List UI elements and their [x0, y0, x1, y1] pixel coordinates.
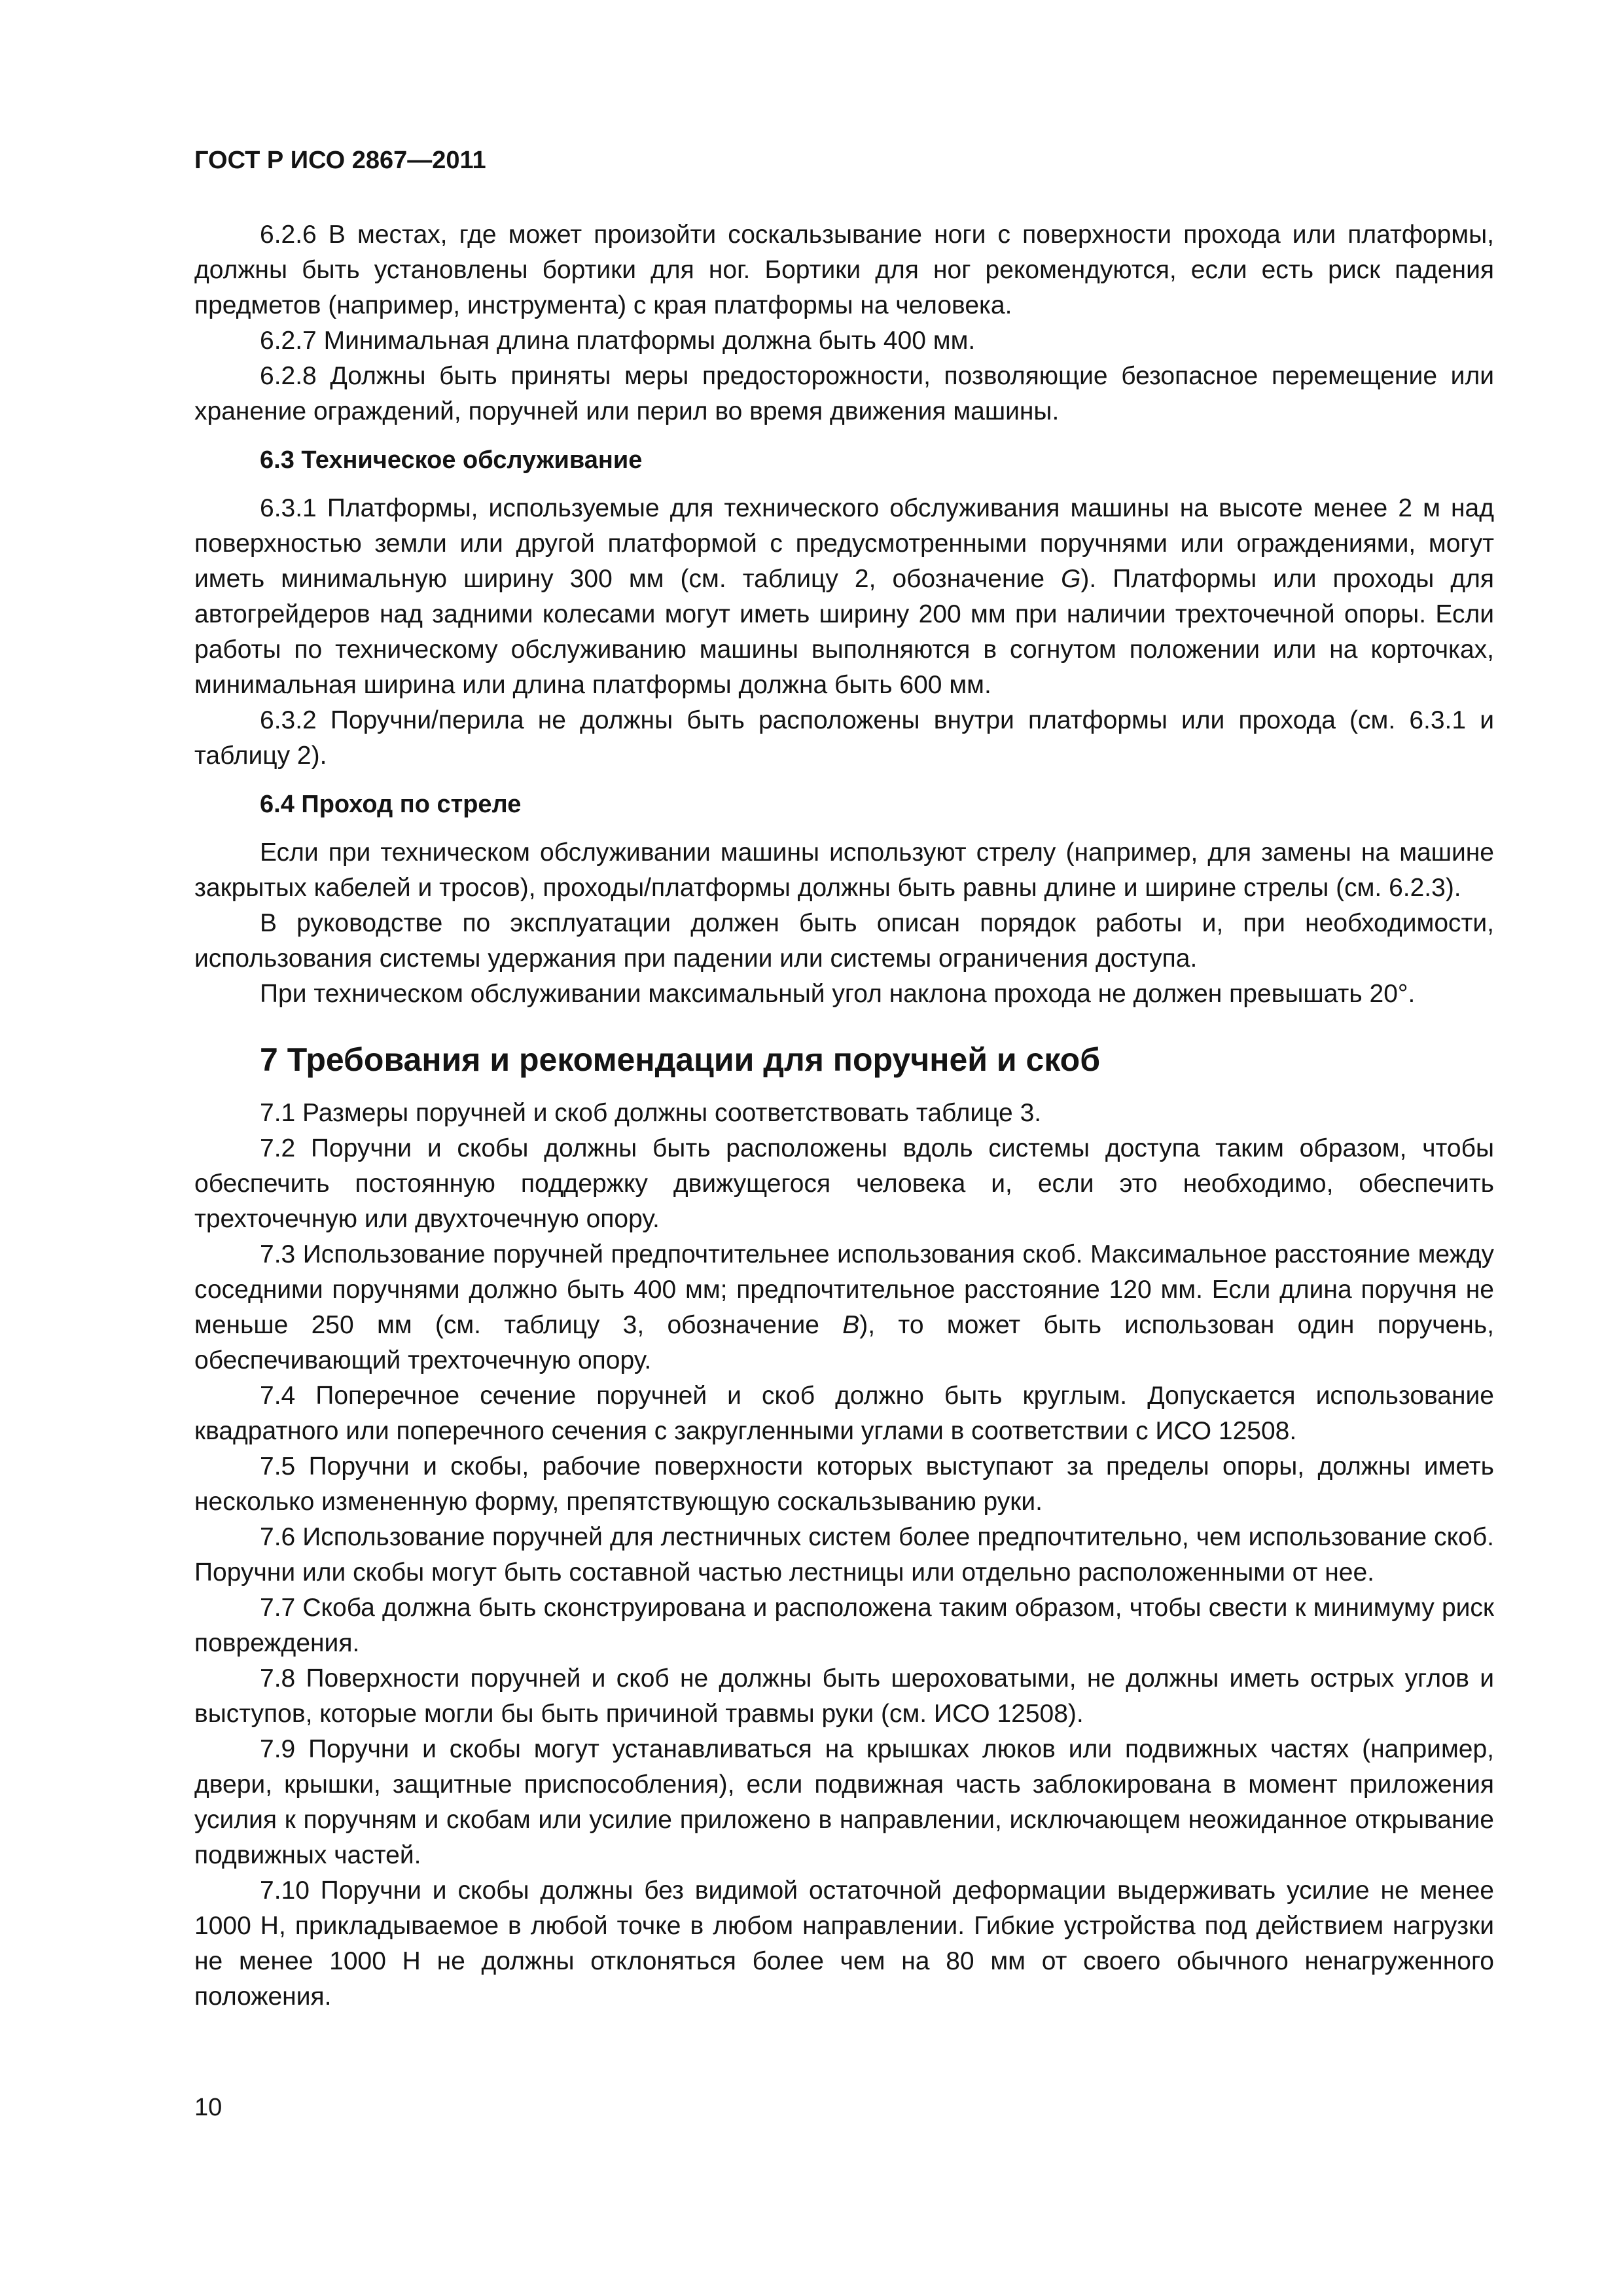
paragraph-6-4-angle: При техническом обслуживании максимальный угол наклона прохода не должен превышать 20°.	[260, 980, 1416, 1008]
section-heading-6-3: 6.3 Техническое обслуживание	[260, 446, 643, 474]
page-number: 10	[194, 2094, 223, 2121]
clause-7-2: 7.2 Поручни и скобы должны быть расположены вдоль системы доступа таким образом, чтобы обеспечить постоянную поддержку движущегося человека и, если это необходимо, обеспечить трехточечную или двухточечную опору.	[194, 1134, 1494, 1233]
section-heading-6-4: 6.4 Проход по стреле	[260, 791, 522, 818]
clause-7-10: 7.10 Поручни и скобы должны без видимой остаточной деформации выдерживать усилие не менее 1000 Н, прикладываемое в любой точке в любом направлении. Гибкие устройства под действием нагрузки не менее 1000 Н не должны отклоняться более чем на 80 мм от своего обычного ненагруженного положения.	[194, 1876, 1494, 2011]
clause-7-1: 7.1 Размеры поручней и скоб должны соответствовать таблице 3.	[260, 1099, 1042, 1127]
clause-7-3	[194, 1237, 1494, 1378]
clause-6-3-1	[194, 491, 1494, 703]
clause-6-3-1-text-a: 6.3.1 Платформы, используемые для технического обслуживания машины на высоте менее 2 м над поверхностью земли или другой платформой с предусмотренными поручнями или ограждениями, могут иметь минимальную ширину 300 мм (см. таблицу 2, обозначение	[194, 494, 1494, 593]
clause-6-3-2: 6.3.2 Поручни/перила не должны быть расположены внутри платформы или прохода (см. 6.3.1 и таблицу 2).	[194, 706, 1494, 770]
clause-6-3-1-text-b: ). Платформы или проходы для автогрейдеров над задними колесами могут иметь ширину 200 мм при наличии трехточечной опоры. Если работы по техническому обслуживанию машины выполняются в согнутом положении или на корточках, минимальная ширина или длина платформы должна быть 600 мм.	[194, 565, 1494, 699]
document-header: ГОСТ Р ИСО 2867—2011	[194, 147, 486, 174]
section-heading-7: 7 Требования и рекомендации для поручней и скоб	[260, 1041, 1101, 1078]
designation-symbol: G	[1061, 565, 1081, 593]
clause-7-9: 7.9 Поручни и скобы могут устанавливаться на крышках люков или подвижных частях (например, двери, крышки, защитные приспособления), если подвижная часть заблокирована в момент приложения усилия к поручням и скобам или усилие приложено в направлении, исключающем неожиданное открывание подвижных частей.	[194, 1735, 1494, 1869]
clause-7-4: 7.4 Поперечное сечение поручней и скоб должно быть круглым. Допускается использование квадратного или поперечного сечения с закругленными углами в соответствии с ИСО 12508.	[194, 1382, 1494, 1445]
document-page	[194, 144, 1494, 2015]
clause-6-2-6: 6.2.6 В местах, где может произойти соскальзывание ноги с поверхности прохода или платформы, должны быть установлены бортики для ног. Бортики для ног рекомендуются, если есть риск падения предметов (например, инструмента) с края платформы на человека.	[194, 221, 1494, 319]
clause-7-5: 7.5 Поручни и скобы, рабочие поверхности которых выступают за пределы опоры, должны иметь несколько измененную форму, препятствующую соскальзыванию руки.	[194, 1452, 1494, 1516]
clause-6-2-8: 6.2.8 Должны быть приняты меры предосторожности, позволяющие безопасное перемещение или хранение ограждений, поручней или перил во время движения машины.	[194, 362, 1494, 425]
clause-7-8: 7.8 Поверхности поручней и скоб не должны быть шероховатыми, не должны иметь острых углов и выступов, которые могли бы быть причиной травмы руки (см. ИСО 12508).	[194, 1664, 1494, 1728]
clause-7-7: 7.7 Скоба должна быть сконструирована и расположена таким образом, чтобы свести к минимуму риск повреждения.	[194, 1594, 1494, 1657]
paragraph-6-4-manual: В руководстве по эксплуатации должен быть описан порядок работы и, при необходимости, использования системы удержания при падении или системы ограничения доступа.	[194, 909, 1494, 973]
clause-7-6: 7.6 Использование поручней для лестничных систем более предпочтительно, чем использование скоб. Поручни или скобы могут быть составной частью лестницы или отдельно расположенными от нее.	[194, 1523, 1494, 1587]
clause-7-3-text-a: 7.3 Использование поручней предпочтительнее использования скоб. Максимальное расстояние между соседними поручнями должно быть 400 мм; предпочтительное расстояние 120 мм. Если длина поручня не меньше 250 мм (см. таблицу 3, обозначение	[194, 1240, 1494, 1339]
designation-symbol: B	[842, 1311, 860, 1339]
clause-6-2-7: 6.2.7 Минимальная длина платформы должна быть 400 мм.	[260, 327, 976, 355]
clause-7-3-text-b: ), то может быть использован один поручень, обеспечивающий трехточечную опору.	[194, 1311, 1494, 1374]
paragraph-6-4-boom: Если при техническом обслуживании машины используют стрелу (например, для замены на машине закрытых кабелей и тросов), проходы/платформы должны быть равны длине и ширине стрелы (см. 6.2.3).	[194, 838, 1494, 902]
